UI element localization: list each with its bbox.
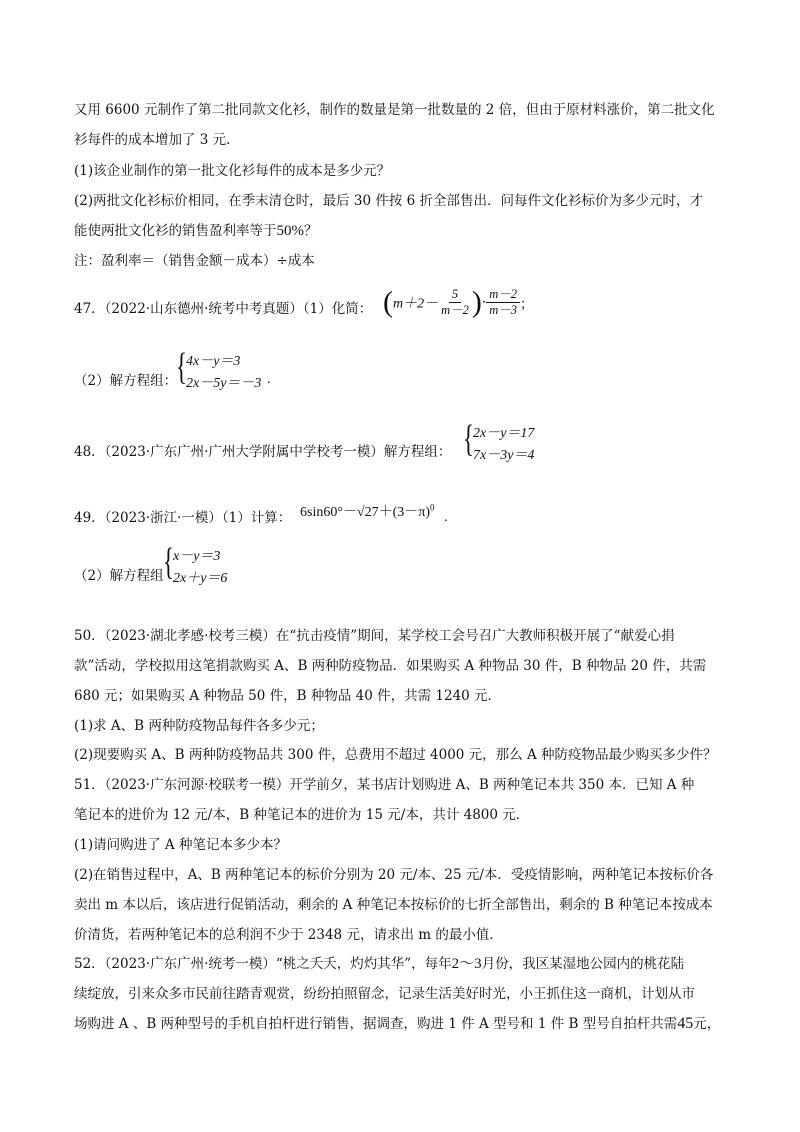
q49-part-2: （2）解方程组 [74, 568, 164, 584]
q51-line-2: 笔记本的进价为 12 元/本，B 种笔记本的进价为 15 元/本，共计 4800 元． [74, 807, 530, 823]
q47-system-brace: { [176, 346, 187, 388]
q46-note: 注：盈利率＝（销售金额－成本）÷成本 [74, 253, 315, 269]
q48-sys-eq-2: 7x－3y＝4 [473, 448, 535, 463]
q52-month-range: 2～3 [451, 956, 482, 972]
q52-line-3 [74, 1015, 720, 1033]
q51-part-1: (1)请问购进了 A 种笔记本多少本？ [74, 837, 287, 853]
q47-frac1-num: 5 [449, 287, 461, 303]
q52-line-3-pre: 场购进 A 、B 两种型号的手机自拍杆进行销售，据调查，购进 1 件 A 型号和 1 件 B 型号自拍杆共需 [74, 1016, 678, 1032]
q51-line-1: 51．（2023·广东河源·校联考一模）开学前夕，某书店计划购进 A、B 两种笔记本共 350 本．已知 A 种 [74, 777, 695, 793]
q49-lead: 49．（2023·浙江·一模）（1）计算： [74, 510, 292, 526]
q48-system-brace: { [463, 418, 474, 460]
q46-part-2-line-1: (2)两批文化衫标价相同，在季末清仓时，最后 30 件按 6 折全部售出．问每件文化衫标价为多少元时，才 [74, 193, 704, 209]
q52-line-3-post: 元， [693, 1016, 721, 1032]
q49-expr: 6sin60°－√27＋(3－π) [300, 505, 431, 520]
q47-fraction-1 [438, 287, 472, 318]
q47-left-paren: ( [383, 285, 393, 319]
q52-line-1-pre: 52．（2023·广东广州·统考一模）“桃之夭夭，灼灼其华”，每年 [74, 956, 452, 972]
q52-line-1 [74, 955, 684, 973]
intro-line-2: 衫每件的成本增加了 3 元. [74, 132, 231, 148]
q48-sys-eq-1: 2x－y＝17 [473, 426, 535, 441]
q50-part-1: (1)求 A、B 两种防疫物品每件各多少元； [74, 718, 324, 734]
q50-line-1: 50．（2023·湖北孝感·校考三模）在“抗击疫情”期间，某学校工会号召广大教师积极开展了“献爱心捐 [74, 628, 675, 644]
q47-expr-a: m＋2－ [393, 296, 439, 312]
q52-line-2: 续绽放，引来众多市民前往踏青观赏，纷纷拍照留念，记录生活美好时光，小王抓住这一商机，计划从市 [74, 986, 695, 1002]
q47-part-2: （2）解方程组： [74, 373, 178, 389]
q50-line-2: 款”活动，学校拟用这笔捐款购买 A、B 两种防疫物品．如果购买 A 种物品 30 件，B 种物品 20 件，共需 [74, 658, 707, 674]
q52-line-1-post: 月份，我区某湿地公园内的桃花陆 [481, 956, 685, 972]
q47-sys-eq-2: 2x－5y＝－3 [186, 376, 262, 391]
q46-profit-rate: 50% [276, 223, 304, 239]
q49-exponent: 0 [430, 502, 435, 513]
q51-part-2-line-2: 卖出 m 本以后，该店进行促销活动，剩余的 A 种笔记本按标价的七折全部售出，剩余的 B 种笔记本按成本 [74, 897, 713, 913]
q46-question-mark: ？ [304, 223, 318, 239]
q47-fraction-2 [486, 287, 520, 318]
q47-frac2-num: m－2 [486, 287, 520, 303]
q49-expression [300, 501, 435, 521]
intro-line-1: 又用 6600 元制作了第二批同款文化衫，制作的数量是第一批数量的 2 倍，但由于原材料涨价，第二批文化 [74, 102, 715, 118]
q47-right-paren: ) [471, 285, 482, 319]
q47-expression [383, 287, 533, 318]
q51-part-2-line-3: 价清货，若两种笔记本的总利润不少于 2348 元，请求出 m 的最小值． [74, 927, 503, 943]
q47-dot: · [481, 294, 487, 311]
q49-sys-eq-1: x－y＝3 [173, 549, 221, 564]
q50-line-3: 680 元；如果购买 A 种物品 50 件，B 种物品 40 件，共需 1240 元． [74, 688, 502, 704]
q47-sys-eq-1: 4x－y＝3 [186, 354, 241, 369]
q47-period: . [267, 372, 271, 387]
q48-lead: 48．（2023·广东广州·广州大学附属中学校考一模）解方程组： [74, 444, 452, 460]
q49-period: . [444, 510, 448, 525]
q49-system-brace: { [163, 541, 174, 583]
q47-lead: 47．（2022·山东德州·统考中考真题）（1）化简： [74, 301, 373, 317]
q46-part-1: (1)该企业制作的第一批文化衫每件的成本是多少元？ [74, 163, 391, 179]
q46-part-2-text: 能使两批文化衫的销售盈利率等于 [74, 223, 277, 239]
q50-part-2: (2)现要购买 A、B 两种防疫物品共 300 件，总费用不超过 4000 元，那么 A 种防疫物品最少购买多少件？ [74, 747, 717, 763]
q47-tail: ； [519, 296, 534, 313]
q47-frac2-den: m－3 [489, 303, 517, 317]
q46-part-2-line-2 [74, 222, 318, 240]
q51-part-2-line-1: (2)在销售过程中，A、B 两种笔记本的标价分别为 20 元/本、25 元/本．受疫情影响，两种笔记本按标价各 [74, 867, 714, 883]
q52-price: 45 [677, 1015, 694, 1032]
q49-sys-eq-2: 2x＋y＝6 [173, 571, 228, 586]
q47-frac1-den: m－2 [441, 303, 469, 317]
